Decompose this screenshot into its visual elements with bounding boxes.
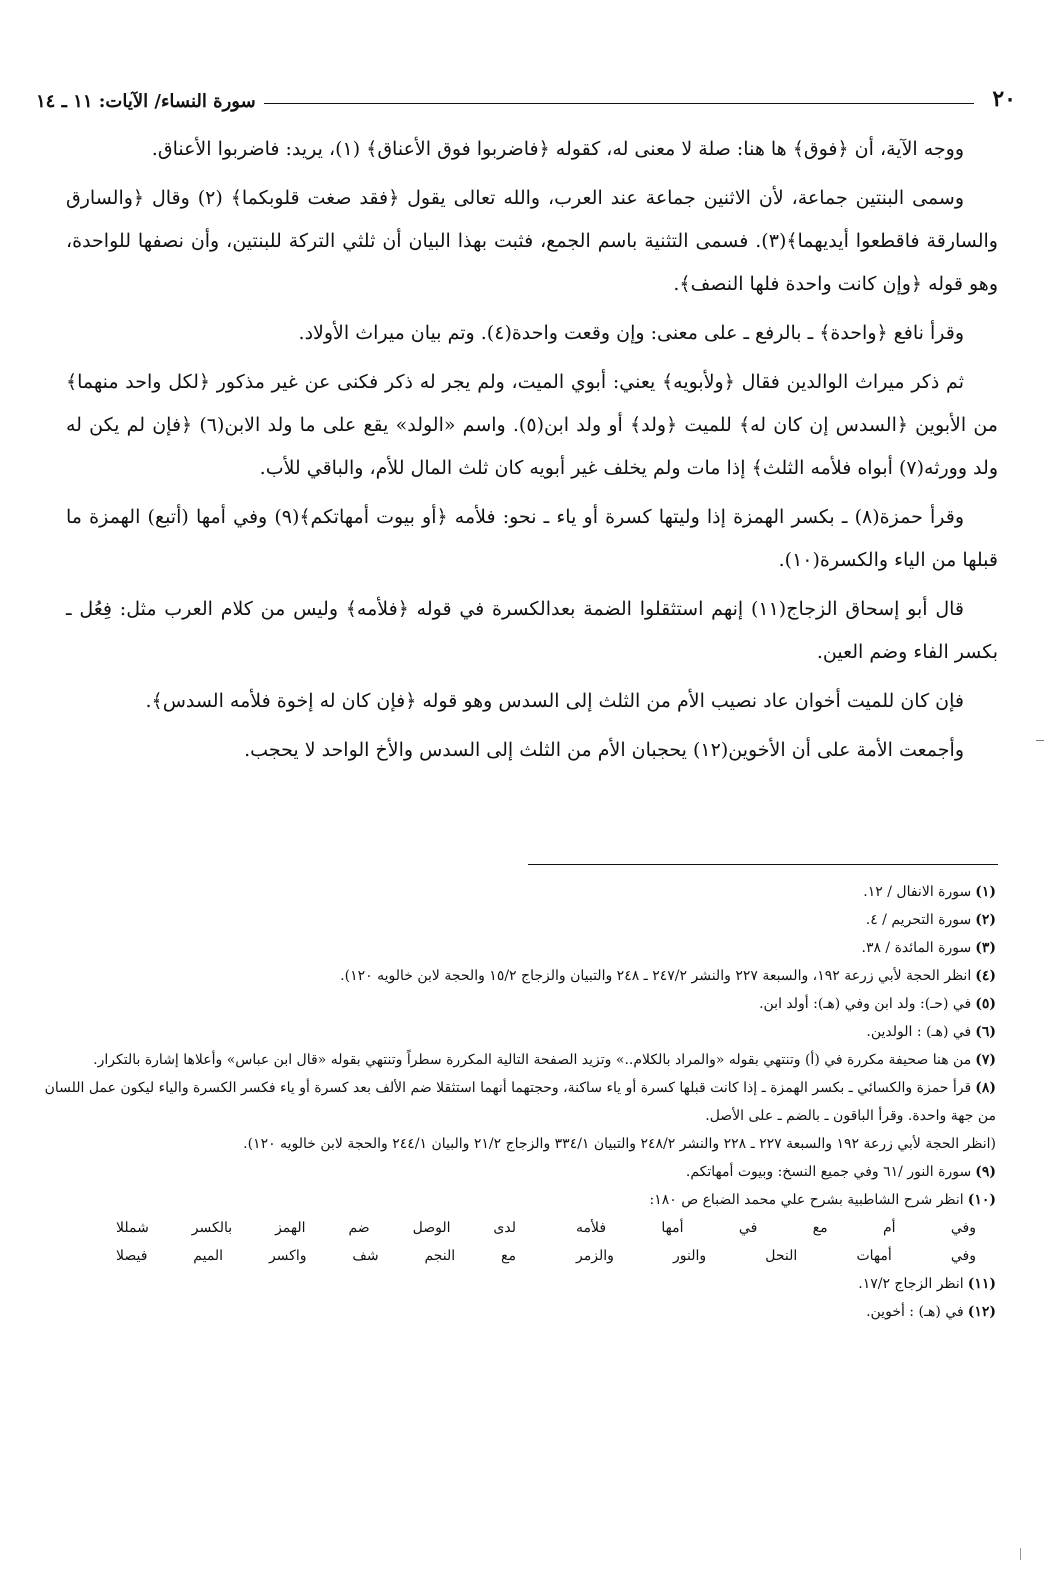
verse-first-hemistich: وفي أمهات النحل والنور والزمر: [576, 1248, 976, 1264]
footnote-number: (٣): [975, 940, 996, 956]
footnote-number: (٧): [975, 1052, 996, 1068]
footnote-number: (٢): [975, 912, 996, 928]
header-rule: [264, 103, 975, 104]
footnote-separator: [528, 864, 998, 865]
page-number: ٢٠: [992, 86, 1016, 112]
verse-line: [116, 1214, 976, 1242]
paragraph: وقرأ نافع ﴿واحدة﴾ ـ بالرفع ـ على معنى: وإن وقعت واحدة(٤). وتم بيان ميراث الأولاد.: [298, 322, 964, 344]
footnote-text: في (هـ) : أخوين.: [866, 1304, 964, 1320]
running-title: سورة النساء/ الآيات: ١١ ـ ١٤: [36, 91, 256, 112]
footnote: [36, 1158, 996, 1186]
footnote-text: سورة التحريم / ٤.: [865, 912, 972, 928]
footnote: [36, 1046, 996, 1074]
footnote-text: انظر الزجاج ١٧/٢.: [858, 1276, 964, 1292]
paragraph: فإن كان للميت أخوان عاد نصيب الأم من الثلث إلى السدس وهو قوله ﴿فإن كان له إخوة فلأمه السدس﴾.: [145, 690, 964, 712]
paragraph: ووجه الآية، أن ﴿فوق﴾ ها هنا: صلة لا معنى له، كقوله ﴿فاضربوا فوق الأعناق﴾ (١)، يريد: فاضربوا الأعناق.: [151, 138, 964, 160]
edge-mark: [1020, 1548, 1021, 1560]
footnote: [36, 1074, 996, 1130]
verse-first-hemistich: وفي أم مع في أمها فلأمه: [576, 1220, 976, 1236]
footnote-number: (٨): [975, 1080, 996, 1096]
footnote-text: سورة الانفال / ١٢.: [863, 884, 972, 900]
paragraph: وأجمعت الأمة على أن الأخوين(١٢) يحجبان الأم من الثلث إلى السدس والأخ الواحد لا يحجب.: [244, 739, 964, 761]
footnote: [36, 990, 996, 1018]
footnote-number: (٦): [975, 1024, 996, 1040]
footnotes: [36, 878, 996, 1326]
footnote-text: سورة المائدة / ٣٨.: [861, 940, 972, 956]
paragraph: ثم ذكر ميراث الوالدين فقال ﴿ولأبويه﴾ يعني: أبوي الميت، ولم يجر له ذكر فكنى عن غير مذكور ﴿لكل واحد منهما﴾ من الأبوين ﴿السدس إن كان له﴾ للميت ﴿ولد﴾ أو ولد ابن(٥). واسم «الولد» يقع على ما ولد الابن(٦) ﴿فإن لم يكن له ولد وورثه(٧) أبواه فلأمه الثلث﴾ إذا مات ولم يخلف غير أبويه كان ثلث المال للأم، والباقي للأب.: [66, 371, 998, 479]
footnote: [36, 934, 996, 962]
footnote-text: في (حـ): ولد ابن وفي (هـ): أولد ابن.: [759, 996, 972, 1012]
footnote: [36, 1270, 996, 1298]
footnote-text: (انظر الحجة لأبي زرعة ١٩٢ والسبعة ٢٢٧ ـ ٢٢٨ والنشر ٢٤٨/٢ والتبيان ٣٣٤/١ والزجاج ٢١/٢ والبيان ٢٤٤/١ والحجة لابن خالويه ١٢٠).: [243, 1136, 996, 1152]
verse-line: [116, 1242, 976, 1270]
footnote: [36, 1018, 996, 1046]
verse-second-hemistich: لدى الوصل ضم الهمز بالكسر شمللا: [116, 1220, 516, 1236]
footnote-number: (١٠): [967, 1192, 996, 1208]
page-header: [36, 82, 1016, 112]
verse-second-hemistich: مع النجم شف واكسر الميم فيصلا: [116, 1248, 516, 1264]
margin-dash: [1036, 740, 1044, 741]
paragraph: وقرأ حمزة(٨) ـ بكسر الهمزة إذا وليتها كسرة أو ياء ـ نحو: فلأمه ﴿أو بيوت أمهاتكم﴾(٩) وفي أمها (أتبع) الهمزة ما قبلها من الياء والكسرة(١٠).: [66, 506, 998, 571]
footnote: [36, 1298, 996, 1326]
paragraph: وسمى البنتين جماعة، لأن الاثنين جماعة عند العرب، والله تعالى يقول ﴿فقد صغت قلوبكما﴾ (٢) وقال ﴿والسارق والسارقة فاقطعوا أيديهما﴾(٣). فسمى التثنية باسم الجمع، فثبت بهذا البيان أن ثلثي التركة للبنتين، وأن نصفها للواحدة، وهو قوله ﴿وإن كانت واحدة فلها النصف﴾.: [66, 187, 998, 295]
footnote-text: سورة النور /٦١ وفي جميع النسخ: وبيوت أمهاتكم.: [685, 1164, 972, 1180]
footnote-number: (١١): [967, 1276, 996, 1292]
footnote-text: من هنا صحيفة مكررة في (أ) وتنتهي بقوله «والمراد بالكلام..» وتزيد الصفحة التالية المكررة سطراً وتنتهي بقوله «قال ابن عباس» وأعلاها إشارة بالتكرار.: [93, 1052, 972, 1068]
footnote: [36, 878, 996, 906]
footnote-text: في (هـ) : الولدين.: [866, 1024, 972, 1040]
paragraph: قال أبو إسحاق الزجاج(١١) إنهم استثقلوا الضمة بعدالكسرة في قوله ﴿فلأمه﴾ وليس من كلام العرب مثل: فِعُل ـ بكسر الفاء وضم العين.: [66, 598, 998, 663]
footnote: [36, 1186, 996, 1214]
footnote-text: انظر الحجة لأبي زرعة ١٩٢، والسبعة ٢٢٧ والنشر ٢٤٧/٢ ـ ٢٤٨ والتبيان والزجاج ١٥/٢ والحجة لابن خالويه ١٢٠).: [340, 968, 972, 984]
footnote-continuation: [36, 1130, 996, 1158]
footnote-number: (٩): [975, 1164, 996, 1180]
main-text: [66, 128, 998, 778]
footnote-number: (٤): [975, 968, 996, 984]
footnote-number: (١): [975, 884, 996, 900]
footnote-number: (١٢): [967, 1304, 996, 1320]
footnote: [36, 906, 996, 934]
footnote-text: قرأ حمزة والكسائي ـ بكسر الهمزة ـ إذا كانت قبلها كسرة أو ياء ساكنة، وحجتهما أنهما استثقلا ضم الألف بعد كسرة أو ياء فكسر الكسرة والياء ليكون عمل اللسان من جهة واحدة. وقرأ الباقون ـ بالضم ـ على الأصل.: [44, 1080, 996, 1124]
footnote: [36, 962, 996, 990]
footnote-number: (٥): [975, 996, 996, 1012]
footnote-text: انظر شرح الشاطبية بشرح علي محمد الضباع ص ١٨٠:: [649, 1192, 964, 1208]
